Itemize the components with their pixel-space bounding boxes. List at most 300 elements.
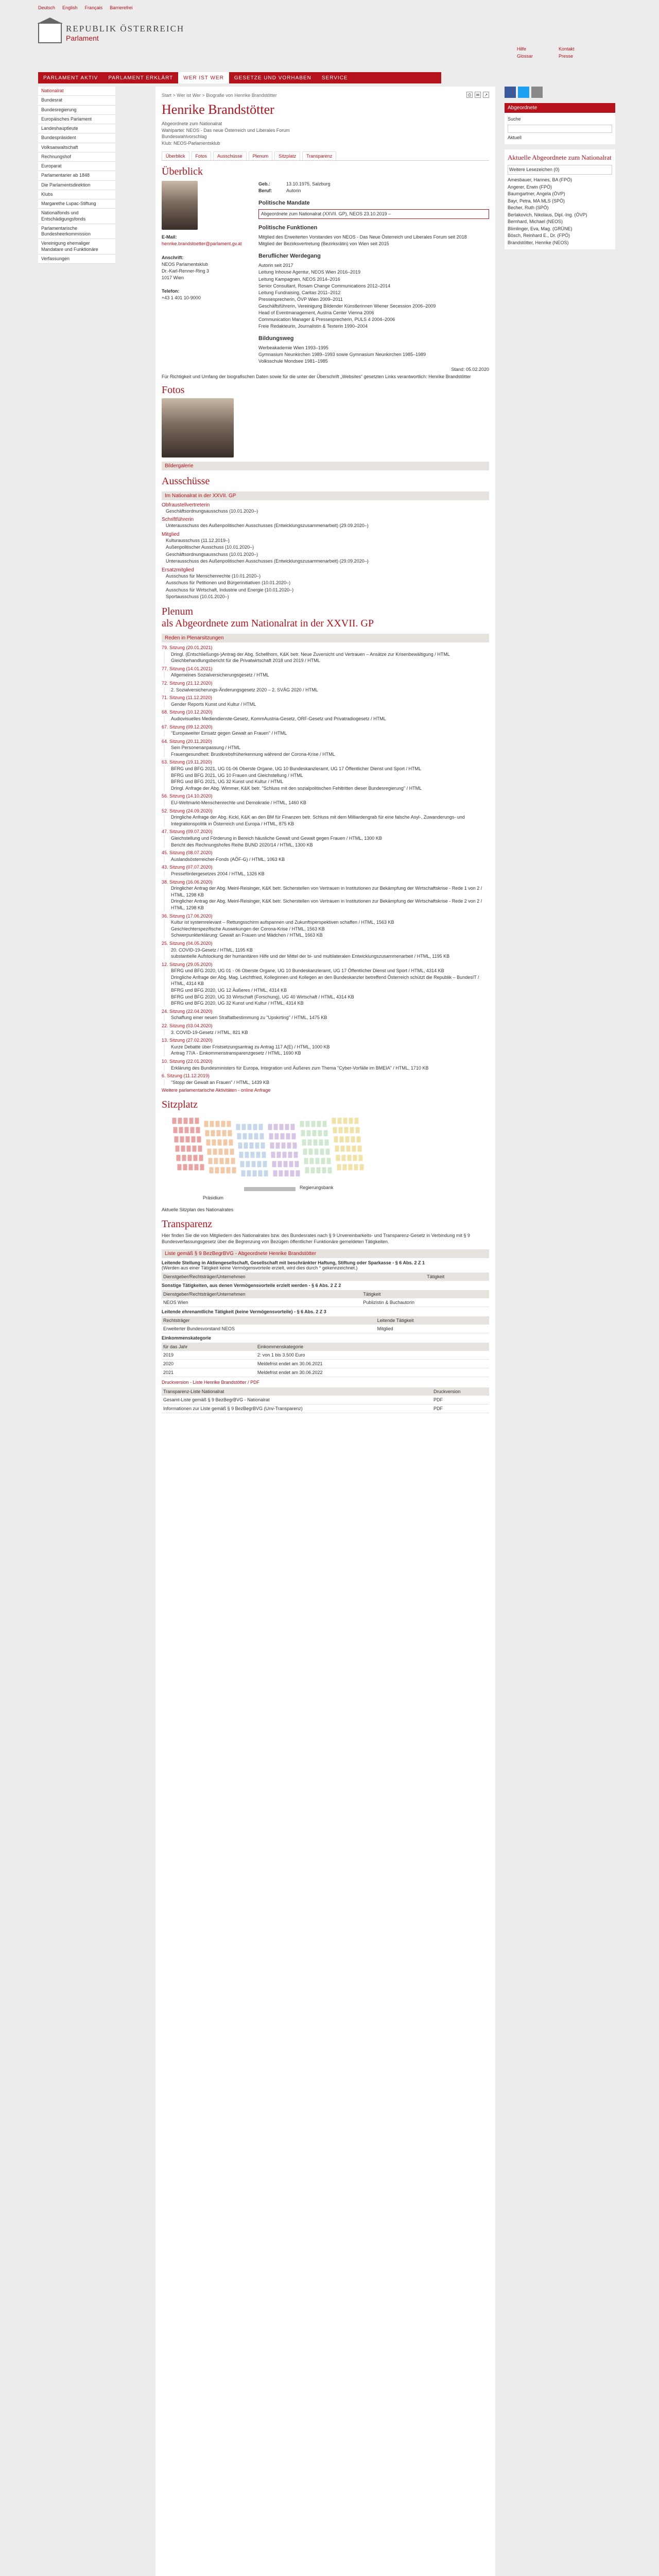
seat [179, 1127, 183, 1133]
seat [228, 1130, 232, 1137]
seat [192, 1145, 197, 1152]
mp-list-item[interactable]: Amesbauer, Hannes, BA (FPÖ) [508, 177, 573, 182]
substitute-list [162, 573, 489, 601]
sidebar-item[interactable]: Parlamentarier ab 1848 [38, 171, 115, 180]
col-header: Dienstgeber/Rechtsträger/Unternehmen [162, 1290, 361, 1298]
seat [306, 1130, 311, 1137]
mp-search-label: Suche [508, 116, 521, 122]
col-header: Druckversion [432, 1387, 489, 1396]
education-heading: Bildungsweg [258, 335, 294, 342]
seat [351, 1136, 355, 1143]
committee-item[interactable]: Außenpolitischer Ausschuss (10.01.2020–) [166, 545, 254, 550]
speech-item[interactable]: Dringlicher Antrag der Abg. Meinl-Reisinger, K&K betr. Sicherstellen von Vertrauen in Institutionen zur Bekämpfung der Wirtschaftskrise - Rede 2 von 2 / HTML, 1298 KB [164, 898, 489, 911]
speech-item[interactable]: Erklärung des Bundesministers für Europa, Integration und Äußeres zum Thema "Cyber-Vorfälle im BMEIA" / HTML, 1710 KB [164, 1065, 489, 1072]
seat [248, 1133, 253, 1140]
link-hilfe[interactable]: Hilfe [517, 46, 527, 52]
speech-session [162, 724, 489, 737]
seat [187, 1155, 192, 1161]
nav-service[interactable]: SERVICE [321, 75, 348, 81]
income-heading: Einkommenskategorie [162, 1335, 212, 1341]
speech-session-title[interactable]: 68. Sitzung (10.12.2020) [162, 709, 213, 715]
speech-item[interactable]: Dringlicher Antrag der Abg. Meinl-Reisinger, K&K betr. Sicherstellen von Vertrauen in Institutionen zur Bekämpfung der Wirtschaftskrise - Rede 1 von 2 / HTML, 1298 KB [164, 885, 489, 898]
seat [308, 1148, 313, 1155]
seat [355, 1127, 360, 1133]
speech-item[interactable]: Schaffung einer neuen Straftatbestimmung zu "Upskirting" / HTML, 1475 KB [164, 1014, 489, 1021]
seat [250, 1151, 255, 1158]
speech-session-title[interactable]: 79. Sitzung (20.01.2021) [162, 645, 213, 650]
nav-parlament-aktiv[interactable]: PARLAMENT AKTIV [43, 75, 98, 81]
speech-item[interactable]: Gender Reports Kunst und Kultur / HTML [164, 701, 489, 708]
speech-session-title[interactable]: 6. Sitzung (11.12.2019) [162, 1073, 210, 1079]
col-header: Leitende Tätigkeit [376, 1316, 489, 1325]
table-cell: PDF [432, 1396, 489, 1404]
speech-item[interactable]: Sein Personenanpassung / HTML [164, 744, 489, 751]
seat [279, 1170, 283, 1177]
seat [194, 1164, 199, 1171]
speech-session-title[interactable]: 36. Sitzung (17.06.2020) [162, 913, 213, 919]
speech-item[interactable]: BFRG und BFG 2020, UG 32 Kunst und Kultur / HTML, 4314 KB [164, 1000, 489, 1007]
bio-column [258, 181, 489, 365]
table-cell: 2019 [162, 1351, 256, 1360]
speech-item[interactable]: Kultur ist systemrelevant – Rettungsschirm aufspannen und Zukunftsperspektiven schaffen / HTML, 1563 KB [164, 919, 489, 926]
nav-gesetze[interactable]: GESETZE UND VORHABEN [234, 75, 311, 81]
seat [178, 1117, 182, 1124]
table-row [162, 1325, 489, 1333]
seat [255, 1142, 259, 1149]
seat [359, 1164, 364, 1171]
seat [301, 1130, 305, 1137]
leading-position-table [162, 1273, 489, 1281]
speech-item[interactable]: Gleichstellung und Förderung in Bereich häusliche Gewalt und Gewalt gegen Frauen / HTML, 1300 KB [164, 835, 489, 842]
mail-share-icon[interactable] [531, 87, 543, 98]
seat [180, 1136, 184, 1143]
seat [217, 1139, 222, 1146]
seat [320, 1148, 324, 1155]
speech-list [162, 645, 489, 1086]
sidebar-item[interactable]: Klubs [38, 190, 115, 199]
seat [293, 1151, 298, 1158]
speech-item[interactable]: BFRG und BFG 2021, UG 10 Frauen und Gleichstellung / HTML [164, 772, 489, 779]
speech-session-title[interactable]: 71. Sitzung (11.12.2020) [162, 695, 212, 701]
col-header: Dienstgeber/Rechtsträger/Unternehmen [162, 1273, 425, 1281]
seat [272, 1161, 276, 1167]
seat [347, 1155, 352, 1161]
committee-item[interactable]: Ausschuss für Menschenrechte (10.01.2020–) [166, 573, 261, 579]
mp-list-heading: Aktuelle Abgeordnete zum Nationalrat [508, 154, 612, 161]
bookmark-dropdown[interactable]: Weitere Lesezeichen (0) [508, 165, 612, 175]
link-barrierefrei[interactable]: Barrierefrei [110, 5, 133, 10]
share-buttons [505, 87, 615, 98]
print-icon[interactable]: ⎙ [466, 92, 473, 98]
col-header: für das Jahr [162, 1343, 256, 1351]
sidebar-item[interactable]: Die Parlamentsdirektion [38, 181, 115, 190]
functions-heading: Politische Funktionen [258, 225, 318, 231]
seat [195, 1117, 199, 1124]
speech-session-title[interactable]: 38. Sitzung (16.06.2020) [162, 879, 213, 885]
col-header: Transparenz-Liste Nationalrat [162, 1387, 432, 1396]
speech-session [162, 1058, 489, 1071]
mp-list [508, 177, 612, 246]
portrait-image [162, 181, 198, 230]
mp-list-item[interactable]: Bayr, Petra, MA MLS (SPÖ) [508, 198, 565, 204]
seat-plan-graphic [162, 1115, 378, 1202]
sidebar-item[interactable]: Bundespräsident [38, 133, 115, 143]
sidebar-item[interactable]: Bundesrat [38, 96, 115, 105]
seat [242, 1133, 247, 1140]
phone-value: +43 1 401 10-9000 [162, 295, 201, 300]
secretary-heading: Schriftführerin [162, 517, 194, 523]
mp-list-item[interactable]: Bösch, Reinhard E., Dr. (FPÖ) [508, 233, 570, 238]
transparency-text: Hier finden Sie die von Mitgliedern des Nationalrates bzw. des Bundesrates nach § 9 Unvereinbarkeits- und Transparenz-Gesetz in Verbindung mit § 9 Bundesverfassungsgesetz über die Begrenzung von Bezügen öffentlicher Funktionäre gemeldeten Tätigkeiten. [162, 1232, 470, 1245]
col-header: Rechtsträger [162, 1316, 376, 1325]
speech-session-title[interactable]: 56. Sitzung (14.10.2020) [162, 793, 213, 799]
tab-4[interactable]: Sitzplatz [274, 151, 300, 160]
seat-title: Sitzplatz [162, 1098, 198, 1110]
seat [290, 1170, 294, 1177]
seat [232, 1167, 236, 1174]
government-bench-label: Regierungsbank [300, 1184, 334, 1190]
link-presse[interactable]: Presse [559, 54, 574, 59]
link-deutsch[interactable]: Deutsch [38, 5, 56, 10]
speech-item[interactable]: Geschlechterspezifische Auswirkungen der Corona-Krise / HTML, 1563 KB [164, 926, 489, 933]
committee-item[interactable]: Ausschuss für Petitionen und Bürgerinitiativen (10.01.2020–) [166, 580, 291, 586]
seat [193, 1155, 198, 1161]
seat [258, 1170, 263, 1177]
page-tools [466, 92, 489, 98]
speech-session [162, 738, 489, 758]
table-cell: Publizistin & Buchautorin [361, 1298, 489, 1307]
seat [183, 1164, 187, 1171]
mp-list-item[interactable]: Baumgartner, Angela (ÖVP) [508, 191, 565, 196]
speech-session [162, 1073, 489, 1086]
speech-session-title[interactable]: 43. Sitzung (07.07.2020) [162, 865, 213, 870]
speech-item[interactable]: substantielle Aufstockung der humanitären Hilfe und der Mittel der bi- und multilateralen Entwicklungszusammenarbeit / HTML, 1195 KB [164, 953, 489, 960]
plenum-title: Plenum als Abgeordnete zum Nationalrat in der XXVII. GP [162, 605, 374, 629]
sidebar [38, 87, 115, 264]
committee-item[interactable]: Unterausschuss des Außenpolitischen Ausschusses (Entwicklungszusammenarbeit) (29.09.2020–) [166, 523, 369, 529]
table-row [162, 1368, 489, 1377]
seat [262, 1151, 266, 1158]
functions-text: Mitglied des Erweiterten Vorstandes von NEOS - Das Neue Österreich und Liberales Forum seit 2018 Mitglied der Bezirksvertretung (Bezirksrätin) von Wien seit 2015 [258, 234, 467, 247]
speech-item[interactable]: Dringl. Anfrage der Abg. Wimmer, K&K betr. "Schluss mit den sozialpolitischen Fehltritten dieser Bundesregierung" / HTML [164, 785, 489, 792]
mail-icon[interactable]: ✉ [475, 92, 481, 98]
sidebar-item[interactable]: Bundesregierung [38, 106, 115, 115]
speech-item[interactable]: BFRG und BFG 2020, UG 33 Wirtschaft (Forschung), UG 40 Wirtschaft / HTML, 4314 KB [164, 994, 489, 1001]
seat-plan-link[interactable]: Aktuelle Sitzplan des Nationalrates [162, 1207, 234, 1212]
mp-list-item[interactable]: Angerer, Erwin (FPÖ) [508, 184, 552, 190]
speech-item[interactable]: Dringliche Anfrage der Abg. Kickl, K&K an den BM für Finanzen betr. Schluss mit dem Milliardengrab für eine falsche Asyl-, Zuwanderungs- und Integrationspolitik in Österreich und Europa / HTML, 875 KB [164, 814, 489, 827]
sidebar-item[interactable]: Parlamentarische Bundesheerkommission [38, 224, 115, 240]
share-icon[interactable]: ↗ [483, 92, 489, 98]
overview-title: Überblick [162, 166, 203, 178]
speech-session-title[interactable]: 52. Sitzung (24.09.2020) [162, 808, 213, 814]
seat [252, 1170, 257, 1177]
committee-item[interactable]: Geschäftsordnungsausschuss (10.01.2020–) [166, 551, 258, 557]
seat [191, 1136, 196, 1143]
twitter-icon[interactable] [518, 87, 529, 98]
seat [222, 1130, 227, 1137]
committee-item[interactable]: Ausschuss für Wirtschaft, Industrie und Energie (10.01.2020–) [166, 587, 294, 592]
mp-search-heading: Abgeordnete [505, 103, 615, 113]
leading-position-heading: Leitende Stellung in Aktiengesellschaft, Gesellschaft mit beschränkter Haftung, Stiftung oder Sparkasse - § 6 Abs. 2 Z 1 [162, 1260, 425, 1265]
seat [237, 1133, 241, 1140]
seat [325, 1148, 330, 1155]
mandate-box: Abgeordnete zum Nationalrat (XXVII. GP), NEOS 23.10.2019 – [258, 209, 489, 219]
speech-item[interactable]: Frauengesundheit: Brustkrebsfrüherkennung während der Corona-Krise / HTML [164, 751, 489, 758]
seat [273, 1124, 278, 1130]
facebook-icon[interactable] [505, 87, 516, 98]
seat [310, 1167, 315, 1174]
speech-session-title[interactable]: 22. Sitzung (03.04.2020) [162, 1023, 213, 1029]
speech-item[interactable]: BFRG und BFG 2020, UG 12 Äußeres / HTML, 4314 KB [164, 987, 489, 994]
speech-item[interactable]: "Stopp der Gewalt an Frauen" / HTML, 1439 KB [164, 1079, 489, 1086]
nav-wer-ist-wer[interactable]: WER IST WER [178, 72, 229, 83]
speech-item[interactable]: Auslandsösterreicher-Fonds (AÖF-G) / HTML, 1063 KB [164, 856, 489, 863]
seat [345, 1136, 350, 1143]
seat [208, 1158, 213, 1164]
seat [257, 1161, 262, 1167]
nr-gp-bar[interactable]: Im Nationalrat in der XXVII. GP [162, 492, 489, 500]
committees-title: Ausschüsse [162, 475, 210, 487]
seat [319, 1139, 323, 1146]
seat [263, 1161, 267, 1167]
link-kontakt[interactable]: Kontakt [559, 46, 575, 52]
transparency-list-bar[interactable]: Liste gemäß § 9 BezBegrBVG - Abgeordnete Henrike Brandstötter [162, 1249, 489, 1258]
speech-session-title[interactable]: 12. Sitzung (29.05.2020) [162, 961, 213, 967]
seat [270, 1142, 274, 1149]
email-label: E-Mail: [162, 234, 177, 240]
sidebar-item[interactable]: Nationalrat [38, 87, 115, 96]
seat [196, 1127, 200, 1133]
sidebar-item[interactable]: Volksanwaltschaft [38, 143, 115, 152]
committee-item[interactable]: Geschäftsordnungsausschuss (10.01.2020–) [166, 508, 258, 514]
speech-item[interactable]: Antrag 77/A - Einkommenstransparenzgesetz / HTML, 1690 KB [164, 1050, 489, 1057]
seat [286, 1133, 290, 1140]
table-cell: Meldefrist endet am 30.06.2022 [256, 1368, 489, 1377]
brand-subtitle: Parlament [66, 34, 99, 42]
table-cell: Meldefrist endet am 30.06.2021 [256, 1359, 489, 1368]
speech-session-title[interactable]: 77. Sitzung (14.01.2021) [162, 666, 213, 671]
seat [323, 1130, 328, 1137]
seat [317, 1121, 321, 1127]
seat [211, 1130, 215, 1137]
seat [356, 1136, 361, 1143]
committee-item[interactable]: Sportausschuss (10.01.2020–) [166, 594, 229, 600]
seat [268, 1124, 272, 1130]
print-version-link[interactable]: Druckversion - Liste Henrike Brandstötter / PDF [162, 1379, 260, 1385]
speech-session-title[interactable]: 67. Sitzung (09.12.2020) [162, 724, 213, 730]
speech-item[interactable]: 2. Sozialversicherungs-Änderungsgesetz 2020 – 2. SVÄG 2020 / HTML [164, 687, 489, 693]
seat [305, 1167, 309, 1174]
sidebar-item[interactable]: Vereinigung ehemaliger Mandatare und Funktionäre [38, 239, 115, 255]
table-row [162, 1351, 489, 1360]
speech-session [162, 680, 489, 693]
seat [350, 1127, 354, 1133]
seat [354, 1164, 358, 1171]
seat [311, 1121, 316, 1127]
seat [278, 1161, 282, 1167]
seat [318, 1130, 322, 1137]
sidebar-item[interactable]: Europäisches Parlament [38, 115, 115, 124]
seat [275, 1142, 280, 1149]
speeches-bar[interactable]: Reden in Plenarsitzungen [162, 634, 489, 642]
speech-session-title[interactable]: 10. Sitzung (22.01.2020) [162, 1059, 213, 1064]
seat [296, 1170, 300, 1177]
breadcrumb: Start > Wer ist Wer > Biografie von Henrike Brandstötter [162, 93, 277, 98]
speech-item[interactable]: 3. COVID-19-Gesetz / HTML, 821 KB [164, 1029, 489, 1036]
table-cell: Gesamt-Liste gemäß § 9 BezBegrBVG - Nationalrat [162, 1396, 432, 1404]
seat [245, 1151, 249, 1158]
other-activities-heading: Sonstige Tätigkeiten, aus denen Vermögensvorteile erzielt werden - § 6 Abs. 2 Z 2 [162, 1282, 341, 1288]
job-value: Autorin [286, 188, 301, 194]
tab-2[interactable]: Ausschüsse [213, 151, 247, 160]
seat [327, 1167, 332, 1174]
link-english[interactable]: English [62, 5, 78, 10]
sidebar-item[interactable]: Landeshauptleute [38, 124, 115, 133]
seat [172, 1117, 177, 1124]
mp-list-item[interactable]: Berlakovich, Nikolaus, Dipl.-Ing. (ÖVP) [508, 212, 587, 217]
fotos-title: Fotos [162, 384, 185, 396]
tab-1[interactable]: Fotos [192, 151, 212, 160]
seat [312, 1130, 317, 1137]
email-link[interactable]: henrike.brandstoetter@parlament.gv.at [162, 241, 242, 247]
speech-session-title[interactable]: 72. Sitzung (21.12.2020) [162, 680, 213, 686]
seat [280, 1133, 285, 1140]
table-cell: 2: von 1 bis 3.500 Euro [256, 1351, 489, 1360]
tab-5[interactable]: Transparenz [302, 151, 336, 160]
more-plenum-link[interactable]: Weitere parlamentarische Aktivitäten - online Anfrage [162, 1088, 271, 1093]
seat-plan [162, 1115, 489, 1202]
speech-item[interactable]: BFRG und BFG 2021, UG 32 Kunst und Kultur / HTML [164, 778, 489, 785]
seat [288, 1151, 292, 1158]
brand-title: REPUBLIK ÖSTERREICH [66, 24, 185, 33]
speech-session-title[interactable]: 64. Sitzung (20.11.2020) [162, 738, 212, 744]
seat [269, 1133, 273, 1140]
right-sidebar [505, 87, 615, 255]
seat [219, 1158, 224, 1164]
seat [309, 1158, 314, 1164]
seat [261, 1142, 265, 1149]
speech-session-title[interactable]: 45. Sitzung (08.07.2020) [162, 850, 213, 856]
seat [322, 1167, 326, 1174]
speech-item[interactable]: Pressefördergesetzes 2004 / HTML, 1326 KB [164, 871, 489, 877]
seat [353, 1155, 357, 1161]
mp-search-input[interactable] [508, 125, 612, 133]
tab-3[interactable]: Plenum [249, 151, 273, 160]
mp-list-item[interactable]: Blimlinger, Eva, Mag. (GRÜNE) [508, 226, 573, 231]
seat [174, 1136, 179, 1143]
speech-session-title[interactable]: 25. Sitzung (04.05.2020) [162, 940, 213, 946]
speech-item[interactable]: BFRG und BFG 2021, UG 01-06 Oberste Organe, UG 10 Bundeskanzleramt, UG 17 Öffentlicher Dienst und Sport / HTML [164, 766, 489, 772]
link-glossar[interactable]: Glossar [517, 54, 533, 59]
mp-list-box [505, 149, 615, 249]
sidebar-item[interactable]: Margarethe Lupac-Stiftung [38, 199, 115, 209]
transparency-overview-table [162, 1387, 489, 1413]
speech-session-title[interactable]: 24. Sitzung (22.04.2020) [162, 1008, 213, 1014]
seat [344, 1127, 349, 1133]
speech-item[interactable]: Gleichbehandlungsbericht für die Privatwirtschaft 2018 und 2019 / HTML [164, 657, 489, 664]
committee-item[interactable]: Kulturausschuss (11.12.2019–) [166, 537, 230, 543]
speech-item[interactable]: Bericht des Rechnungshofes Reihe BUND 2020/14 / HTML, 1300 KB [164, 842, 489, 849]
sidebar-item[interactable]: Europarat [38, 162, 115, 171]
nav-parlament-erklaert[interactable]: PARLAMENT ERKLÄRT [108, 75, 174, 81]
phone-label: Telefon: [162, 288, 180, 294]
link-francais[interactable]: Français [84, 5, 103, 10]
seat [241, 1124, 246, 1130]
seat [283, 1161, 288, 1167]
sidebar-item[interactable]: Verfassungen [38, 255, 115, 264]
seat [336, 1155, 340, 1161]
mp-list-item[interactable]: Becher, Ruth (SPÖ) [508, 205, 549, 210]
mp-search-sub: Aktuell [508, 134, 522, 140]
speech-session-title[interactable]: 47. Sitzung (09.07.2020) [162, 829, 213, 835]
seat [177, 1164, 182, 1171]
job-label: Beruf: [258, 188, 272, 194]
speech-item[interactable]: EU-Weltmarkt-Menschenrechte und Demokratie / HTML, 1460 KB [164, 800, 489, 806]
logo[interactable] [38, 23, 184, 43]
speech-item[interactable]: Dringliche Anfrage der Abg. Mag. Leichtfried, Kolleginnen und Kollegen an den Bundeskanzler betreffend Österreich schützt die Republik – BundesIT / HTML, 4314 KB [164, 974, 489, 987]
vice-chair-list [162, 508, 489, 515]
seat [198, 1145, 202, 1152]
speech-item[interactable]: Dringl. (Entschließungs-)Antrag der Abg. Schellhorn, K&K betr. Neue Zuversicht und Vertrauen – Ansätze zur Krisenbewältigung / HTML [164, 651, 489, 658]
career-text: Autorin seit 2017 Leitung Inhouse Agentur, NEOS Wien 2016–2019 Leitung Kampagnen, NEOS 2014–2016 Senior Consultant, Rosam Change Communications 2012–2014 Leitung Fundraising, Caritas 2011–2012 Pressesprecherin, ÖVP Wien 2009–2011 Geschäftsführerin, Vereinigung Bildender Künstlerinnen Wiener Secession 2006–2009 Head of Eventmanagement, Austria Center Vienna 2006 Communication Manager & Pressesprecherin, PULS 4 2004–2006 Freie Redakteurin, Journalistin & Texterin 1990–2004 [258, 263, 436, 329]
gallery-link[interactable]: Bildergalerie [162, 462, 489, 470]
table-row [162, 1359, 489, 1368]
tab-0[interactable]: Überblick [162, 151, 189, 160]
seat [216, 1130, 221, 1137]
speech-item[interactable]: Audiovisuelles Mediendienste-Gesetz, KommAustria-Gesetz, ORF-Gesetz und Privatradiogesetz / HTML [164, 716, 489, 722]
speech-session [162, 1008, 489, 1021]
leading-position-note: (Werden aus einer Tätigkeit keine Vermögensvorteile erzielt, wird dies durch * gekennzeichnet.) [162, 1265, 358, 1270]
seat [281, 1142, 286, 1149]
speech-item[interactable]: Allgemeines Sozialversicherungsgesetz / HTML [164, 672, 489, 679]
birth-value: 13.10.1975, Salzburg [286, 181, 331, 187]
speech-session [162, 793, 489, 806]
seat [173, 1127, 178, 1133]
table-row [162, 1396, 489, 1404]
government-bench [244, 1187, 296, 1191]
seat [342, 1164, 347, 1171]
mp-list-item[interactable]: Brandstötter, Henrike (NEOS) [508, 240, 569, 245]
speech-item[interactable]: BFRG und BFG 2020, UG 01 - 06 Oberste Organe, UG 10 Bundeskanzleramt, UG 17 Öffentlicher Dienst und Sport / HTML, 4314 KB [164, 968, 489, 974]
bio-note: Für Richtigkeit und Umfang der biografischen Daten sowie für die unter der Überschrift „Websites“ gesetzten Links verantwortlich: Henrike Brandstötter [162, 374, 471, 379]
mp-list-item[interactable]: Bernhard, Michael (NEOS) [508, 219, 563, 224]
section-tabs [162, 151, 489, 161]
seat [183, 1117, 188, 1124]
seat [264, 1170, 268, 1177]
seat [334, 1136, 338, 1143]
seat [302, 1139, 306, 1146]
seat [292, 1142, 297, 1149]
sidebar-item[interactable]: Rechnungshof [38, 152, 115, 162]
col-header: Tätigkeit [361, 1290, 489, 1298]
utility-links [517, 46, 618, 59]
gallery-image[interactable] [162, 398, 234, 457]
seat [358, 1155, 363, 1161]
speech-session-title[interactable]: 63. Sitzung (19.11.2020) [162, 759, 212, 765]
sidebar-item[interactable]: Nationalfonds und Entschädigungsfonds [38, 209, 115, 224]
speech-item[interactable]: "Europaweiter Einsatz gegen Gewalt an Frauen" / HTML [164, 730, 489, 737]
seat [290, 1124, 295, 1130]
speech-item[interactable]: Kurze Debatte über Fristsetzungsantrag zu Antrag 117 A(E) / HTML, 1000 KB [164, 1044, 489, 1050]
honorary-heading: Leitende ehrenamtliche Tätigkeit (keine Vermögensvorteile) - § 6 Abs. 2 Z 3 [162, 1309, 326, 1314]
speech-session-title[interactable]: 13. Sitzung (27.02.2020) [162, 1038, 213, 1043]
speech-item[interactable]: Schwerpunkterklärung: Gewalt an Frauen und Mädchen / HTML, 1663 KB [164, 932, 489, 939]
speech-item[interactable]: 20. COVID-19-Gesetz / HTML, 1195 KB [164, 947, 489, 954]
seat [218, 1148, 223, 1155]
col-header: Tätigkeit [425, 1273, 489, 1281]
committee-item[interactable]: Unterausschuss des Außenpolitischen Ausschusses (Entwicklungszusammenarbeit) (29.09.2020–) [166, 558, 369, 564]
